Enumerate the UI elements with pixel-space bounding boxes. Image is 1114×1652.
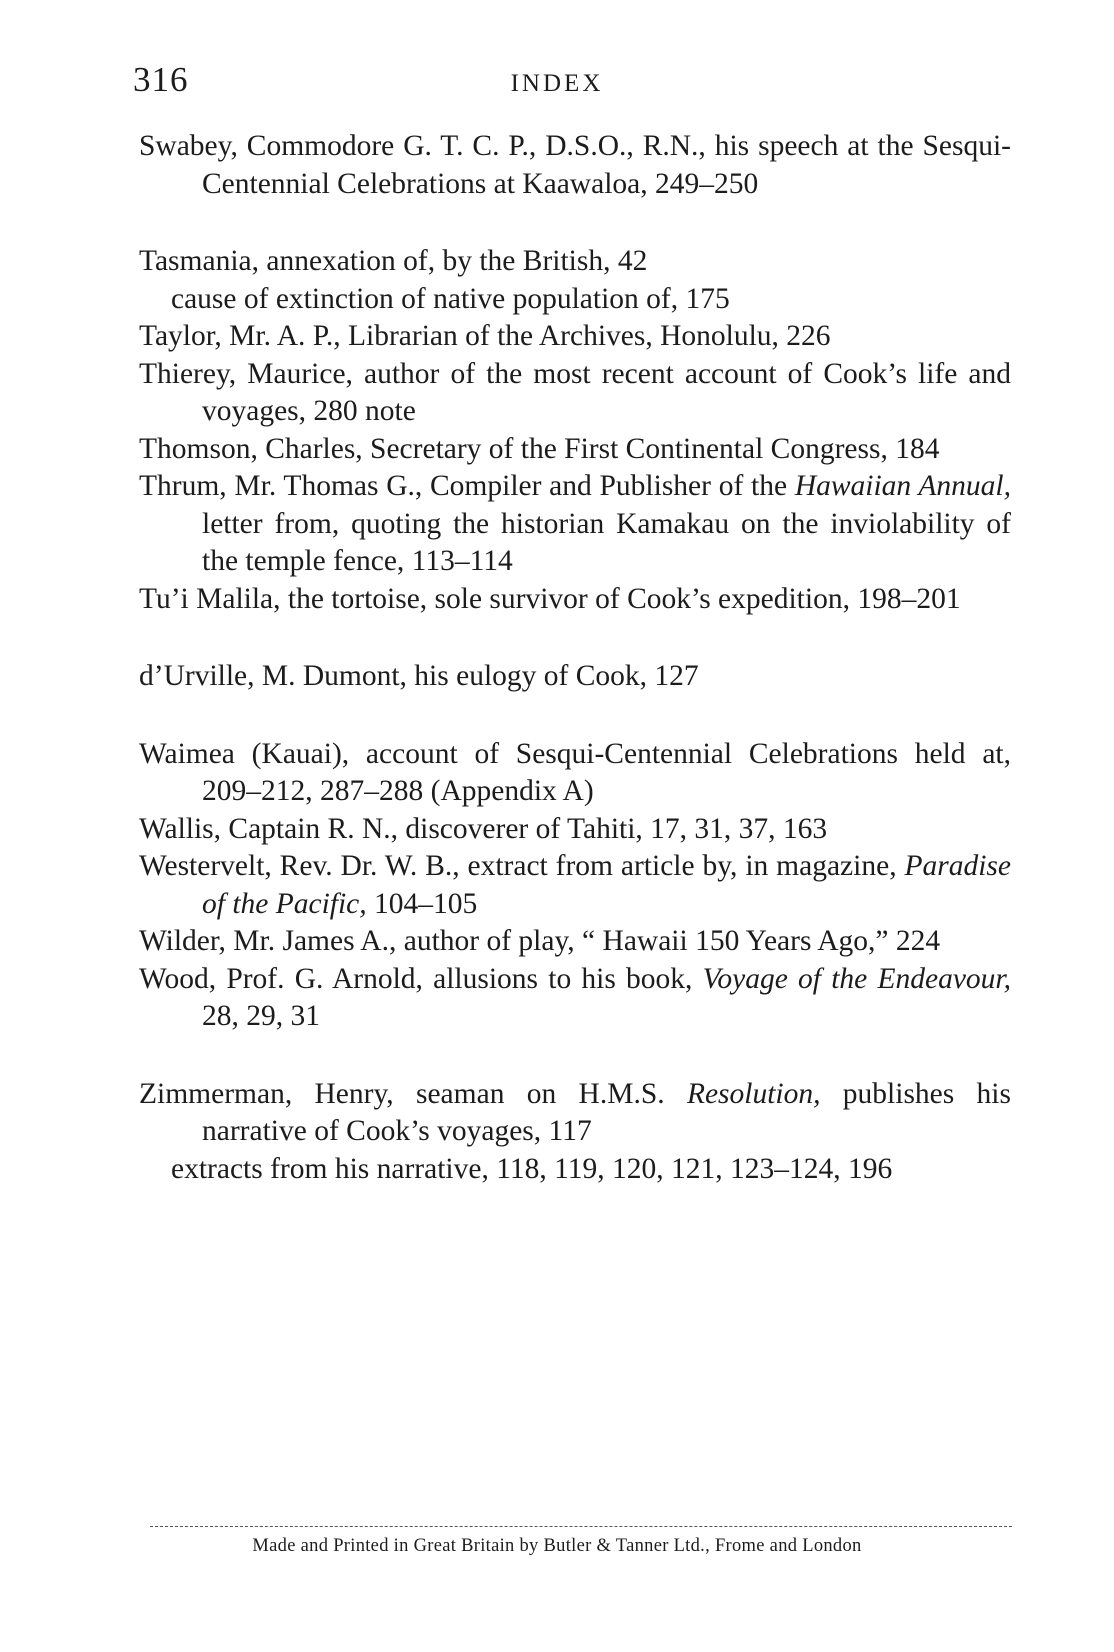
index-list <box>139 128 1011 1188</box>
entry-text: publishes his narrative of Cook’s voyages, 117 <box>202 1077 1011 1147</box>
index-entry-wood <box>139 961 1011 1036</box>
index-entry-wallis: Wallis, Captain R. N., discoverer of Tahiti, 17, 31, 37, 163 <box>139 812 828 845</box>
entry-text: 104–105 <box>366 887 478 920</box>
letter-group-divider <box>139 696 1011 736</box>
index-entry-thrum <box>139 468 1011 581</box>
entry-italic-title: Voyage of the Endeavour, <box>702 962 1011 995</box>
index-subentry-tasmania: cause of extinction of native population of, 175 <box>171 282 730 315</box>
entry-text: 28, 29, 31 <box>202 1000 320 1032</box>
index-entry-tasmania: Tasmania, annexation of, by the British, 42 <box>139 245 648 277</box>
printer-imprint: Made and Printed in Great Britain by Butler & Tanner Ltd., Frome and London <box>252 1536 862 1556</box>
letter-group-divider <box>139 618 1011 658</box>
entry-italic-title: Hawaiian Annual, <box>794 470 1011 502</box>
index-entry-waimea: Waimea (Kauai), account of Sesqui-Centennial Celebrations held at, 209–212, 287–288 (Appendix A) <box>139 737 1011 807</box>
index-entry-tui-malila: Tu’i Malila, the tortoise, sole survivor of Cook’s expedition, 198–201 <box>139 582 961 615</box>
index-entry-taylor: Taylor, Mr. A. P., Librarian of the Archives, Honolulu, 226 <box>139 320 831 352</box>
entry-italic-title: Resolution, <box>686 1077 821 1110</box>
index-entry-thierey: Thierey, Maurice, author of the most recent account of Cook’s life and voyages, 280 note <box>139 357 1011 427</box>
entry-text: Westervelt, Rev. Dr. W. B., extract from article by, in magazine, <box>139 850 905 882</box>
entry-text: Zimmerman, Henry, seaman on H.M.S. <box>139 1077 687 1110</box>
entry-text: Wood, Prof. G. Arnold, allusions to his book, <box>139 962 703 995</box>
index-entry-wilder: Wilder, Mr. James A., author of play, “ Hawaii 150 Years Ago,” 224 <box>139 925 941 957</box>
index-entry-westervelt <box>139 848 1011 923</box>
entry-text: letter from, quoting the historian Kamakau on the inviolability of the temple fence, 113–114 <box>202 507 1011 577</box>
letter-group-divider <box>139 1036 1011 1076</box>
letter-group-divider <box>139 203 1011 243</box>
index-entry-durville: d’Urville, M. Dumont, his eulogy of Cook, 127 <box>139 660 699 692</box>
entry-text: Thrum, Mr. Thomas G., Compiler and Publisher of the <box>139 470 795 502</box>
index-entry-thomson: Thomson, Charles, Secretary of the First Continental Congress, 184 <box>139 432 940 465</box>
page-number: 316 <box>133 60 189 99</box>
running-head: INDEX <box>510 70 604 97</box>
entry-italic-title: Paradise of the Pacific, <box>202 850 1011 920</box>
index-subentry-zimmerman: extracts from his narrative, 118, 119, 120, 121, 123–124, 196 <box>171 1152 893 1185</box>
index-entry-swabey: Swabey, Commodore G. T. C. P., D.S.O., R.N., his speech at the Sesqui-Centennial Celebrations at Kaawaloa, 249–250 <box>139 130 1011 200</box>
index-entry-zimmerman <box>139 1076 1011 1151</box>
footer-rule <box>150 1526 1012 1527</box>
